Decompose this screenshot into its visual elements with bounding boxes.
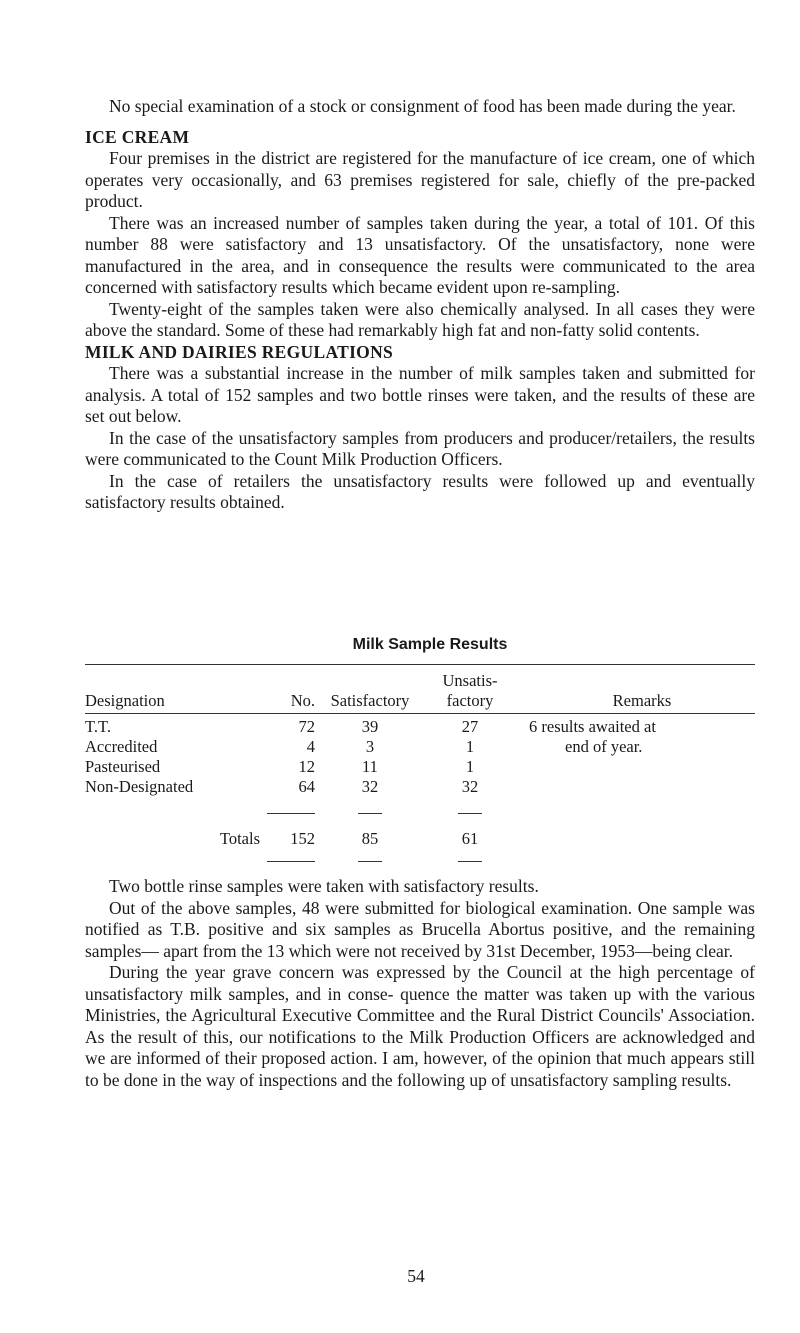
sum-rule-row [85,797,755,829]
cell-satisfactory: 11 [362,756,378,776]
totals-label: Totals [219,828,260,848]
cell-unsatisfactory: 1 [465,736,475,756]
sum-rule [458,813,482,824]
header-designation: Designation [85,691,260,714]
milk-heading: MILK AND DAIRIES REGULATIONS [85,341,394,362]
cell-remarks: 6 results awaited at [529,716,656,736]
ice-cream-heading: ICE CREAM [85,126,190,147]
cell-unsatisfactory: 32 [461,776,479,796]
ice-cream-paragraph: There was an increased number of samples taken during the year, a total of 101. Of this number 88 were satisfactory and 13 unsatisfactory. Of the unsatisfactory, none were manufactured in the area, and in consequence the results were communicated to the area concerned with satisfactory results which became evident upon re-sampling. [85,212,755,297]
milk-paragraph: There was a substantial increase in the number of milk samples taken and submitted for analysis. A total of 152 samples and two bottle rinses were taken, and the results of these are set out below. [85,363,755,426]
page-number: 54 [407,1266,425,1286]
cell-remarks [515,777,755,797]
cell-no: 12 [298,756,315,776]
table-row [85,777,755,797]
table-row [85,757,755,777]
table-title: Milk Sample Results [352,636,508,653]
table-row [85,737,755,757]
header-unsatisfactory-line2: factory [425,691,515,714]
results-paragraph: Two bottle rinse samples were taken with satisfactory results. [109,876,539,896]
header-no: No. [260,691,315,714]
sum-rule [267,861,315,872]
cell-remarks: end of year. [565,736,643,756]
cell-satisfactory: 39 [361,716,379,736]
cell-designation: Pasteurised [85,756,161,776]
sum-rule [458,861,482,872]
totals-satisfactory: 85 [361,828,379,848]
header-designation [85,664,260,691]
sum-rule-row [85,849,755,877]
sum-rule [358,861,382,872]
cell-satisfactory: 32 [361,776,379,796]
results-paragraph: During the year grave concern was expressed by the Council at the high percentage of unsatisfactory milk samples, and in conse- quence the matter was taken up with the various Ministries, the Agricultural Executive Committee and the Rural District Councils' Association. As the result of this, our notifications to the Milk Production Officers are acknowledged and we are informed of their proposed action. I am, however, of the opinion that much appears still to be done in the way of inspections and the following up of unsatisfactory sampling results. [85,962,755,1090]
ice-cream-paragraph: Twenty-eight of the samples taken were also chemically analysed. In all cases they were above the standard. Some of these had remarkably high fat and non-fatty solid contents. [85,298,755,340]
cell-unsatisfactory: 27 [461,716,479,736]
intro-paragraph: No special examination of a stock or consignment of food has been made during the year. [109,96,736,116]
milk-results-table-block [85,634,755,877]
header-unsatisfactory-line1: Unsatis- [442,670,498,690]
cell-designation: T.T. [85,716,111,736]
cell-designation: Non-Designated [85,776,194,796]
results-paragraph: Out of the above samples, 48 were submitted for biological examination. One sample was notified as T.B. positive and six samples as Brucella Abortus positive, and the remaining samples— apart from the 13 which were not received by 31st December, 1953—being clear. [85,897,755,961]
ice-cream-paragraph: Four premises in the district are registered for the manufacture of ice cream, one of which operates very occasionally, and 63 premises registered for sale, chiefly of the pre-packed product. [85,148,755,211]
milk-paragraph: In the case of the unsatisfactory samples from producers and producer/retailers, the results were communicated to the Count Milk Production Officers. [85,427,755,469]
milk-results-table [85,664,755,877]
milk-paragraph: In the case of retailers the unsatisfactory results were followed up and eventually satisfactory results obtained. [85,470,755,512]
cell-remarks [515,757,755,777]
cell-satisfactory: 3 [365,736,375,756]
header-satisfactory: Satisfactory [315,691,425,714]
totals-unsatisfactory: 61 [461,828,479,848]
cell-no: 64 [298,776,315,796]
sum-rule [267,813,315,824]
cell-no: 72 [298,716,315,736]
cell-unsatisfactory: 1 [465,756,475,776]
sum-rule [358,813,382,824]
cell-no: 4 [306,736,315,756]
totals-row [85,829,755,849]
header-remarks: Remarks [515,691,755,714]
lower-text [85,876,755,1091]
cell-designation: Accredited [85,736,158,756]
totals-no: 152 [290,828,315,848]
upper-text [85,96,755,514]
table-row [85,713,755,737]
